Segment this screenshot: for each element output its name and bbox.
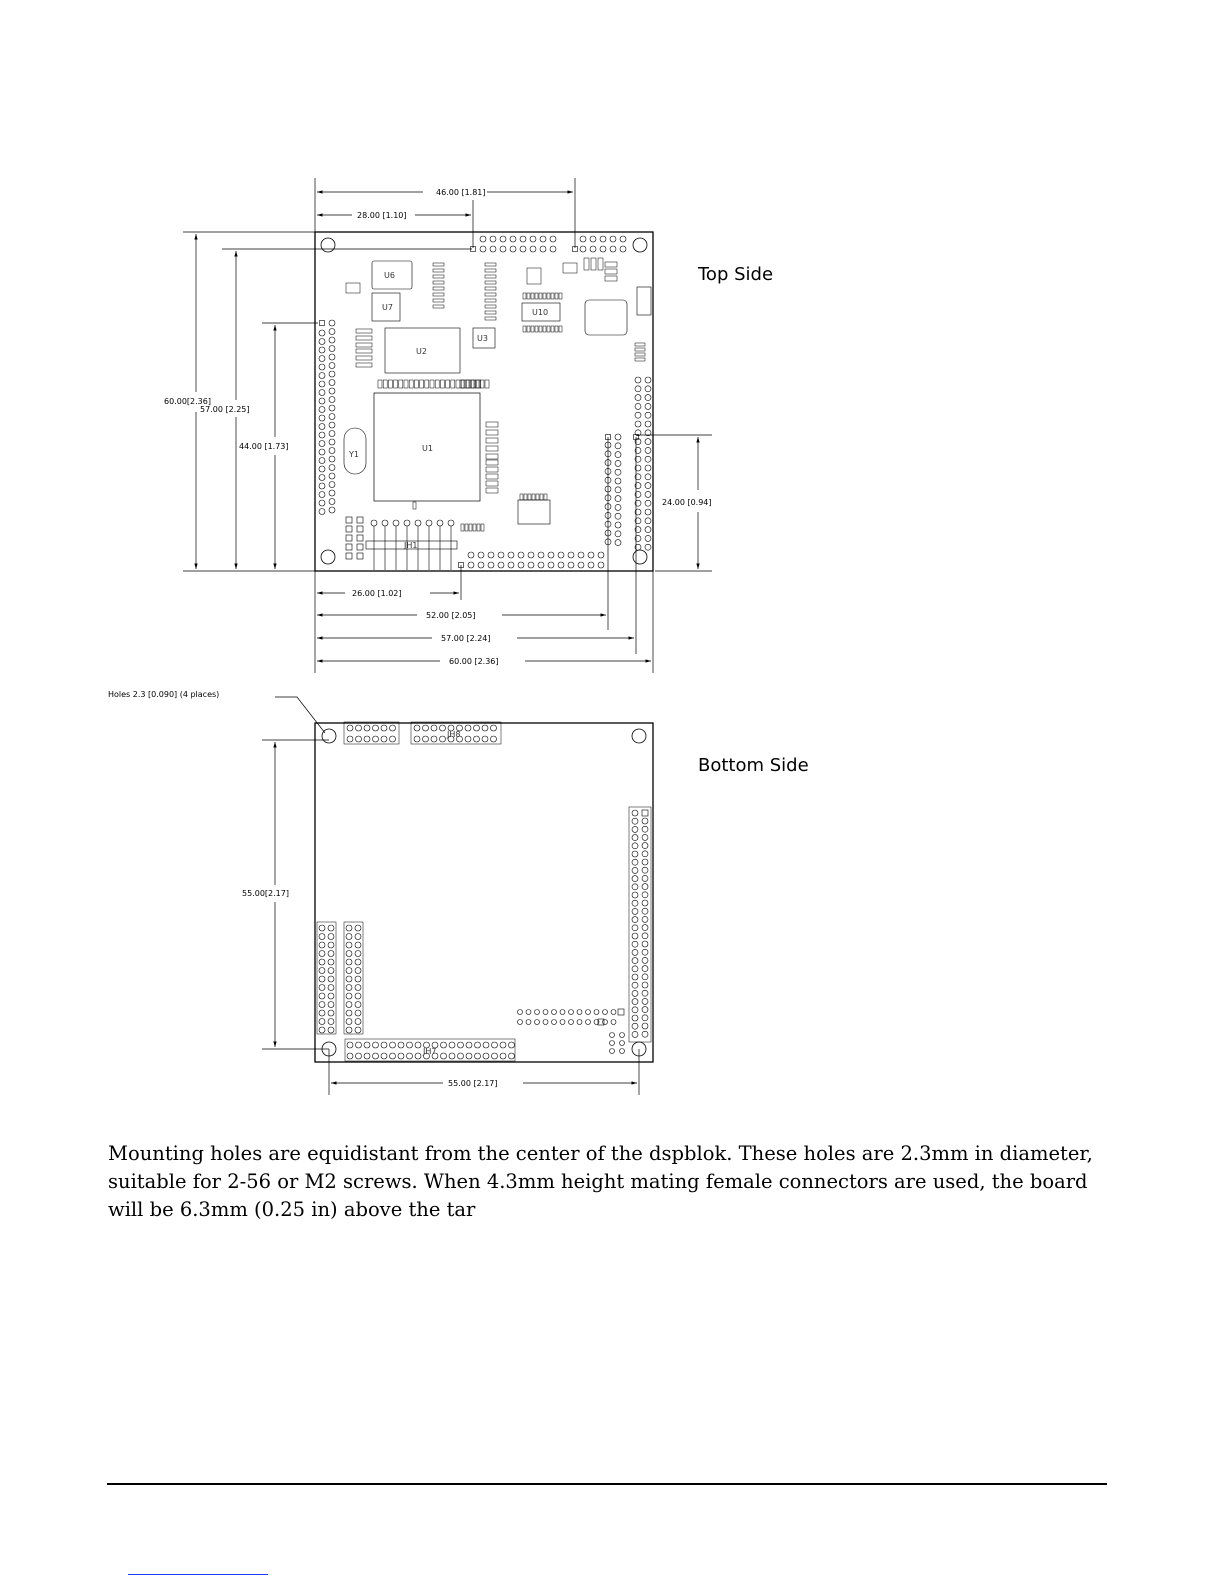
dim-44-vertical: 44.00 [1.73] — [239, 442, 289, 451]
dim-24-vertical: 24.00 [0.94] — [662, 498, 712, 507]
footer-divider — [107, 1483, 1107, 1485]
dim-60: 60.00 [2.36] — [449, 657, 499, 666]
u7-label: U7 — [382, 303, 393, 312]
bottom-hole-tl — [322, 729, 336, 743]
u1-label: U1 — [422, 444, 433, 453]
ic-small — [518, 500, 550, 524]
top-passives — [346, 258, 645, 531]
mounting-description: Mounting holes are equidistant from the center of the dspblok. These holes are 2.3mm in diameter, suitable for 2-56 or M2 screws. When 4.3mm height mating female connectors are used, the board will be 6.3mm (0.25 in) above the tar — [108, 1142, 1093, 1221]
jh1-label: JH1 — [404, 541, 418, 550]
dim-52: 52.00 [2.05] — [426, 611, 476, 620]
dim-60-vertical: 60.00[2.36] — [164, 397, 211, 406]
u6-label: U6 — [384, 271, 395, 280]
top-side-view — [164, 178, 712, 673]
top-hole-bl — [321, 550, 335, 564]
top-pin-headers — [319, 236, 651, 568]
j7-label: JH7 — [423, 1047, 437, 1056]
top-hole-br — [633, 550, 647, 564]
dim-57: 57.00 [2.24] — [441, 634, 491, 643]
bottom-side-view — [108, 690, 653, 1095]
top-side-label: Top Side — [698, 264, 774, 285]
j8-label: JH8 — [447, 730, 461, 739]
dim-57-vertical: 57.00 [2.25] — [200, 405, 250, 414]
y1-label: Y1 — [349, 450, 359, 459]
diode — [637, 287, 651, 315]
dim-26: 26.00 [1.02] — [352, 589, 402, 598]
bottom-hole-tr — [632, 729, 646, 743]
battery-holder — [585, 300, 627, 335]
holes-note: Holes 2.3 [0.090] (4 places) — [108, 690, 220, 699]
u2-label: U2 — [416, 347, 427, 356]
dim-46: 46.00 [1.81] — [436, 188, 486, 197]
top-hole-tl — [321, 238, 335, 252]
dim-55-vertical: 55.00[2.17] — [242, 889, 289, 898]
u10-label: U10 — [532, 308, 549, 317]
u3-label: U3 — [477, 334, 488, 343]
top-board-outline — [315, 232, 653, 571]
bottom-board-outline — [315, 723, 653, 1062]
top-hole-tr — [633, 238, 647, 252]
bottom-pin-headers — [317, 722, 651, 1061]
bottom-side-label: Bottom Side — [698, 755, 809, 776]
footer-link-underline[interactable] — [128, 1574, 268, 1575]
dim-28: 28.00 [1.10] — [357, 211, 407, 220]
dim-55-horizontal: 55.00 [2.17] — [448, 1079, 498, 1088]
